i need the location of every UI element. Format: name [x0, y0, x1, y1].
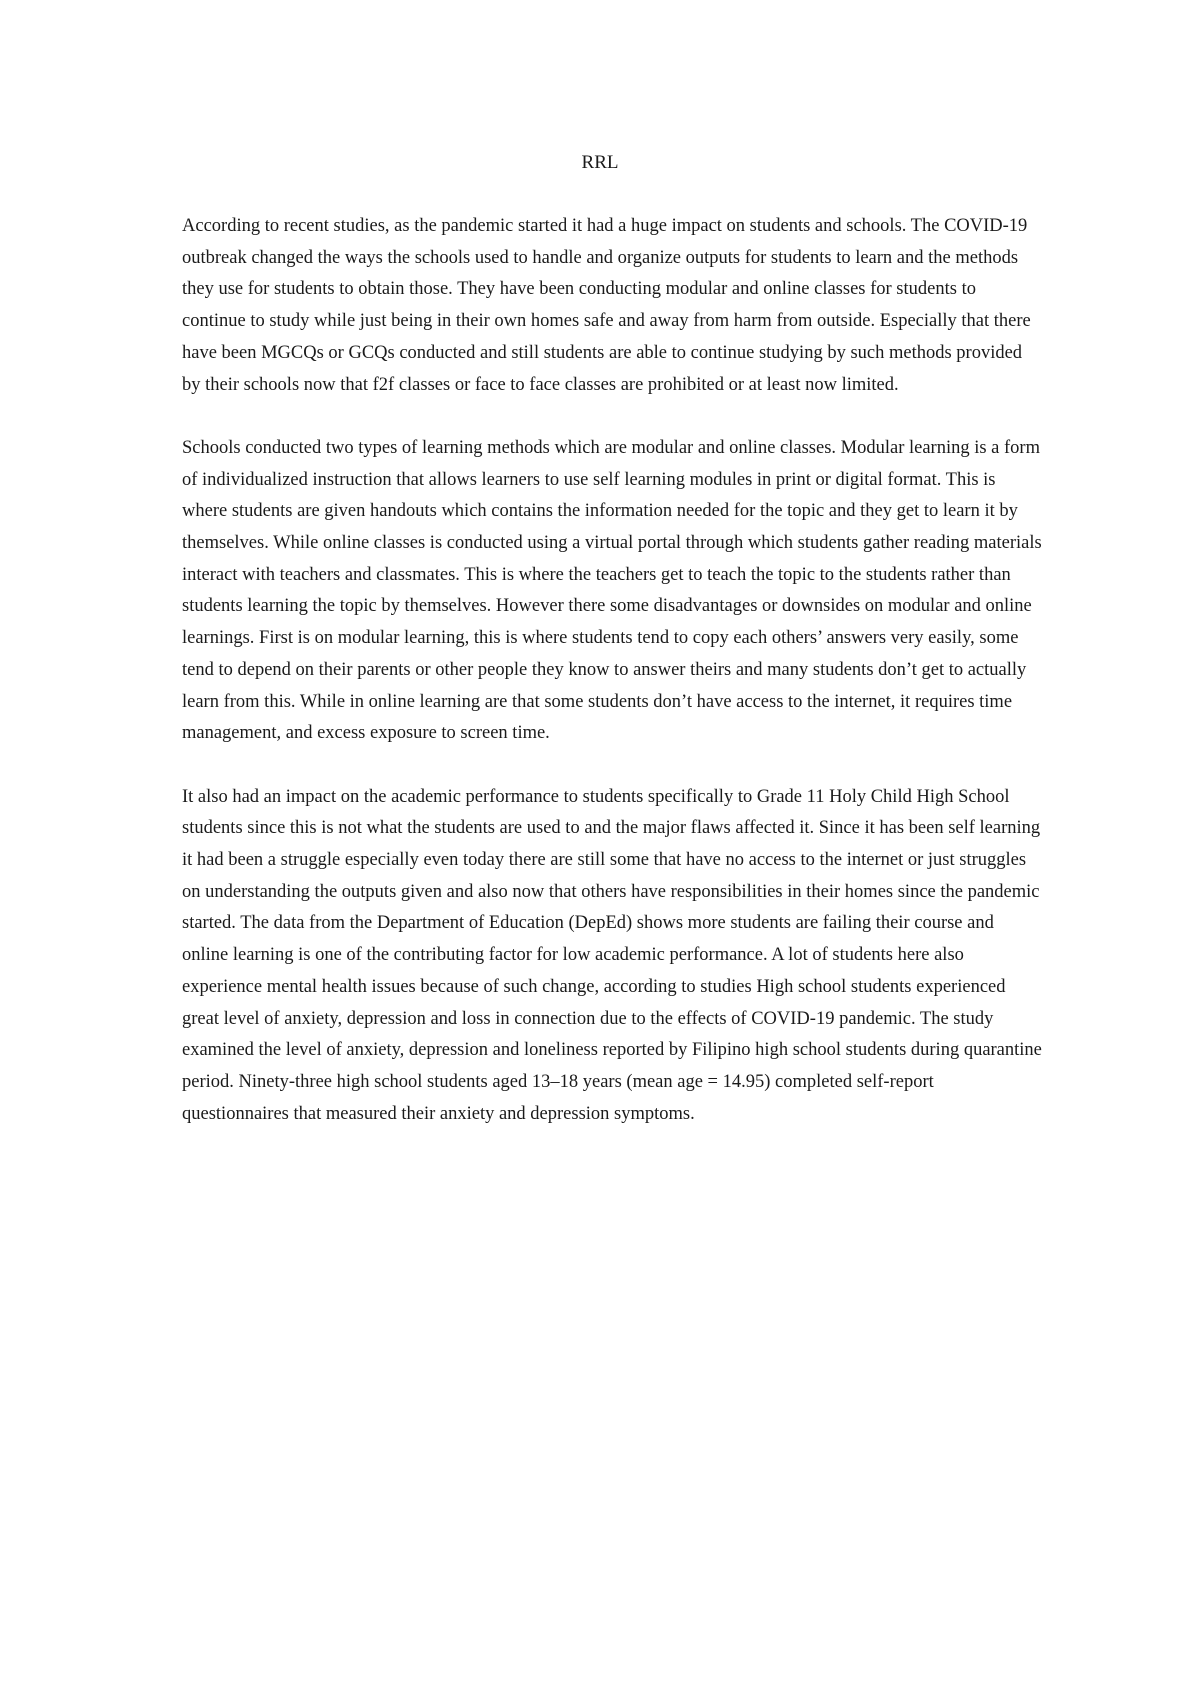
- paragraph-1: According to recent studies, as the pandemic started it had a huge impact on students and schools. The COVID-19 outbreak changed the ways the schools used to handle and organize outputs for students to learn and the methods they use for students to obtain those. They have been conducting modular and online classes for students to continue to study while just being in their own homes safe and away from harm from outside. Especially that there have been MGCQs or GCQs conducted and still students are able to continue studying by such methods provided by their schools now that f2f classes or face to face classes are prohibited or at least now limited.: [182, 216, 1031, 395]
- page-title: RRL: [581, 152, 619, 173]
- paragraph-2: Schools conducted two types of learning methods which are modular and online classes. Modular learning is a form of individualized instruction that allows learners to use self learning modules in print or digital format. This is where students are given handouts which contains the information needed for the topic and they get to learn it by themselves. While online classes is conducted using a virtual portal through which students gather reading materials interact with teachers and classmates. This is where the teachers get to teach the topic to the students rather than students learning the topic by themselves. However there some disadvantages or downsides on modular and online learnings. First is on modular learning, this is where students tend to copy each others’ answers very easily, some tend to depend on their parents or other people they know to answer theirs and many students don’t get to actually learn from this. While in online learning are that some students don’t have access to the internet, it requires time management, and excess exposure to screen time.: [182, 437, 1042, 744]
- document-body: [182, 211, 1044, 1130]
- paragraph-3: It also had an impact on the academic performance to students specifically to Grade 11 Holy Child High School students since this is not what the students are used to and the major flaws affected it. Since it has been self learning it had been a struggle especially even today there are still some that have no access to the internet or just struggles on understanding the outputs given and also now that others have responsibilities in their homes since the pandemic started. The data from the Department of Education (DepEd) shows more students are failing their course and online learning is one of the contributing factor for low academic performance. A lot of students here also experience mental health issues because of such change, according to studies High school students experienced great level of anxiety, depression and loss in connection due to the effects of COVID-19 pandemic. The study examined the level of anxiety, depression and loneliness reported by Filipino high school students during quarantine period. Ninety-three high school students aged 13–18 years (mean age = 14.95) completed self-report questionnaires that measured their anxiety and depression symptoms.: [182, 786, 1042, 1124]
